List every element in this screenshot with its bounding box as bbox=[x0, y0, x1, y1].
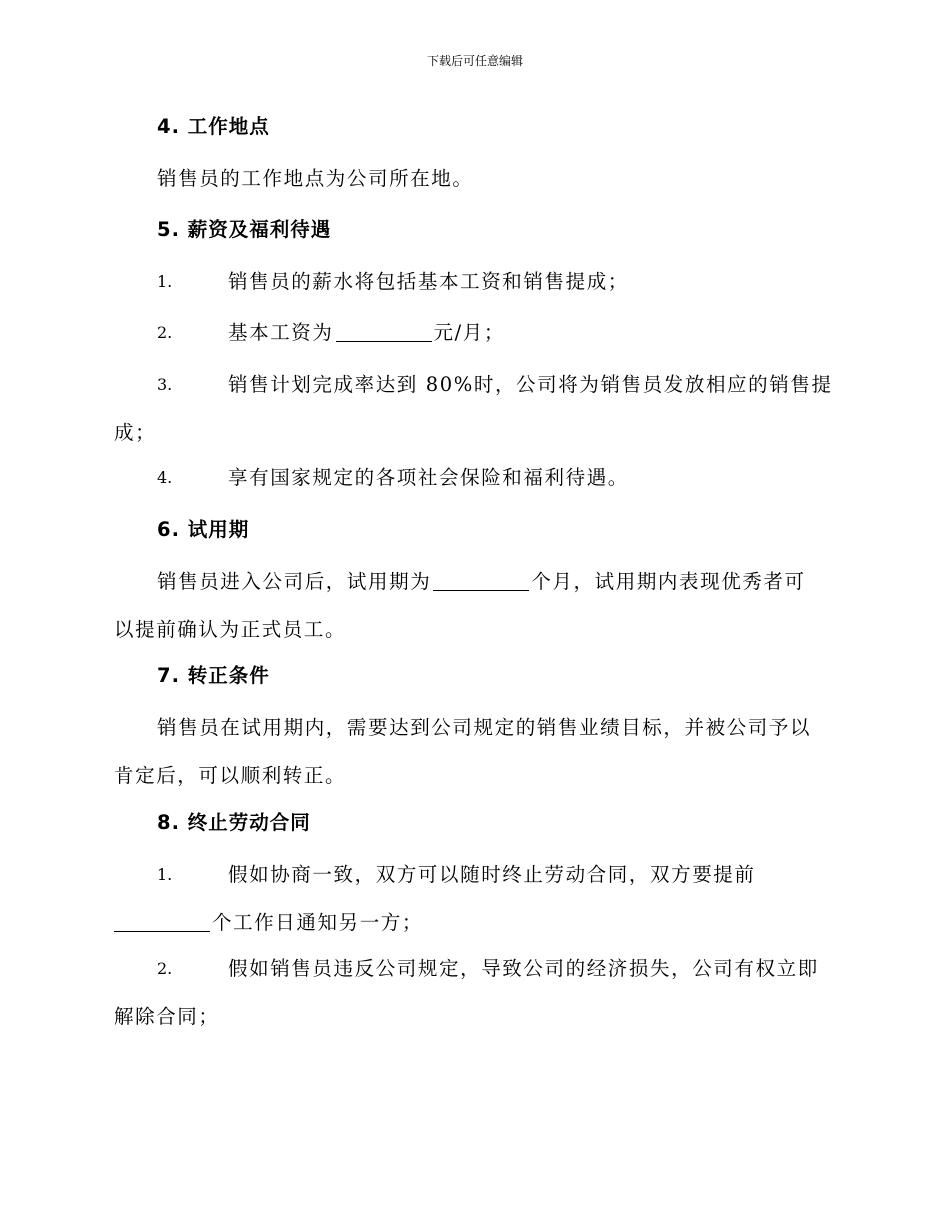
item-text-line-2: 解除合同； bbox=[114, 1005, 220, 1028]
section-7-line-1: 销售员在试用期内，需要达到公司规定的销售业绩目标，并被公司予以 bbox=[157, 716, 812, 739]
item-number: 1. bbox=[157, 865, 173, 884]
item-number: 3. bbox=[157, 375, 173, 394]
section-5-item-4 bbox=[114, 454, 836, 502]
item-text-line-1: 假如销售员违反公司规定，导致公司的经济损失，公司有权立即 bbox=[228, 957, 819, 980]
page-header: 下载后可任意编辑 bbox=[426, 54, 523, 68]
section-5-item-1 bbox=[114, 258, 836, 306]
section-4-body: 销售员的工作地点为公司所在地。 bbox=[157, 167, 474, 190]
section-6-heading: 6. 试用期 bbox=[157, 518, 250, 541]
item-number: 2. bbox=[157, 959, 173, 978]
section-8-item-1 bbox=[114, 851, 836, 947]
notice-days-blank-field[interactable] bbox=[114, 930, 210, 932]
section-7-line-2: 肯定后，可以顺利转正。 bbox=[114, 764, 347, 787]
section-6-body bbox=[114, 558, 836, 654]
section-5-heading: 5. 薪资及福利待遇 bbox=[157, 218, 332, 241]
item-text-line-1: 销售计划完成率达到 80%时，公司将为销售员发放相应的销售提 bbox=[228, 373, 833, 396]
item-number: 4. bbox=[157, 468, 173, 487]
body-text-before: 销售员进入公司后，试用期为 bbox=[157, 570, 432, 593]
section-7-body bbox=[114, 704, 836, 800]
item-text: 销售员的薪水将包括基本工资和销售提成； bbox=[228, 270, 629, 293]
probation-months-blank-field[interactable] bbox=[433, 589, 529, 591]
section-4-heading: 4. 工作地点 bbox=[157, 115, 270, 138]
item-text-line-2 bbox=[114, 899, 836, 947]
item-text-line-2: 成； bbox=[114, 421, 157, 444]
item-text bbox=[114, 309, 836, 357]
section-7-heading: 7. 转正条件 bbox=[157, 664, 270, 687]
section-8-heading: 8. 终止劳动合同 bbox=[157, 811, 311, 834]
item-text-line-1: 假如协商一致，双方可以随时终止劳动合同，双方要提前 bbox=[228, 863, 756, 886]
section-5-item-2 bbox=[114, 309, 836, 357]
item-number: 2. bbox=[157, 323, 173, 342]
item-text-after: 元/月； bbox=[433, 321, 505, 344]
salary-blank-field[interactable] bbox=[336, 340, 432, 342]
section-5-item-3 bbox=[114, 361, 836, 457]
section-6-line-1 bbox=[114, 558, 836, 606]
section-6-line-2: 以提前确认为正式员工。 bbox=[114, 618, 347, 641]
item-text-before: 基本工资为 bbox=[228, 321, 334, 344]
item-text: 享有国家规定的各项社会保险和福利待遇。 bbox=[228, 466, 629, 489]
item-number: 1. bbox=[157, 272, 173, 291]
body-text-mid: 个月，试用期内表现优秀者可 bbox=[531, 570, 806, 593]
item-text-after: 个工作日通知另一方； bbox=[212, 911, 424, 934]
section-8-item-2 bbox=[114, 945, 836, 1041]
